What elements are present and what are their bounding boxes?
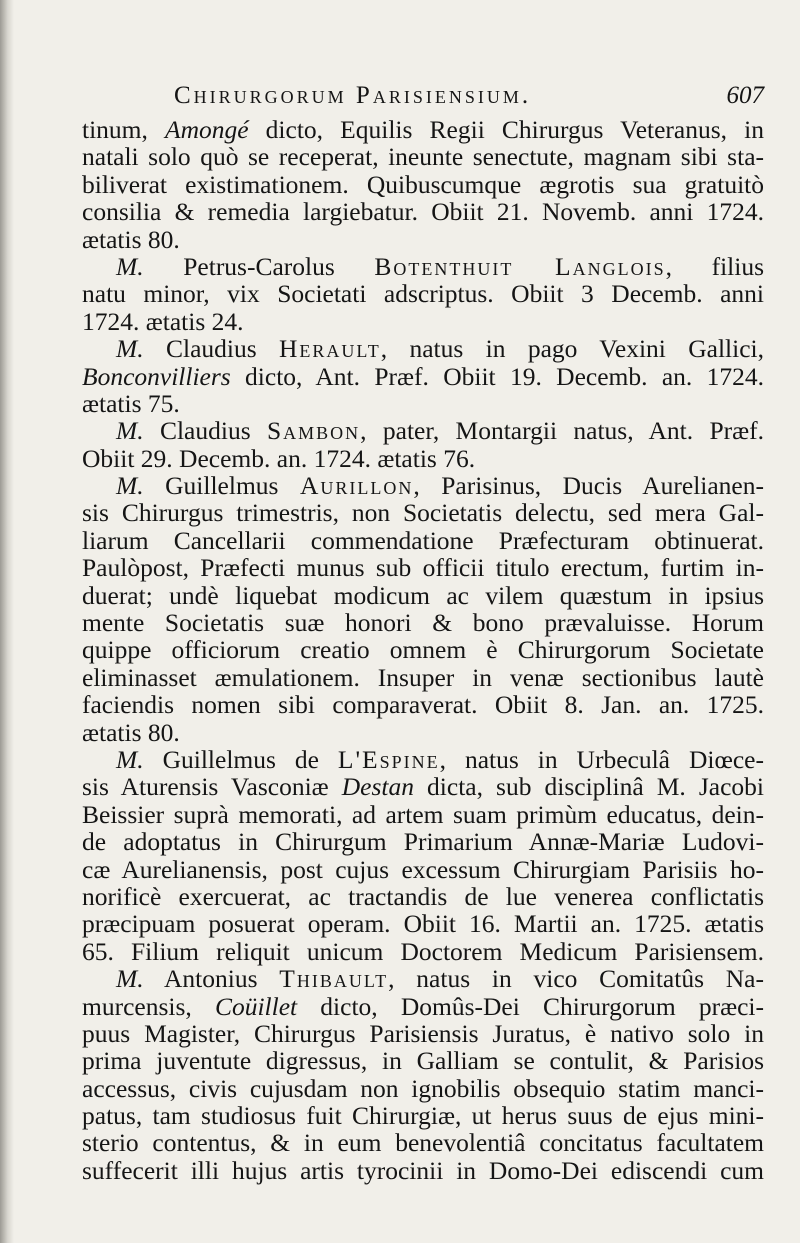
text-line — [82, 773, 764, 800]
running-header — [82, 82, 764, 116]
text-segment: Obiit 29. Decemb. an. 1724. ætatis 76. — [82, 443, 476, 473]
text-segment: consilia & remedia largiebatur. Obiit 21. Novemb. anni 1724. — [82, 197, 764, 227]
text-segment: tinum, — [82, 115, 165, 144]
text-segment: ætatis 80. — [82, 224, 180, 254]
text-segment: sterio contentus, & in eum benevolentiâ concitatus facultatem — [82, 1128, 764, 1158]
text-segment: sis Chirurgus trimestris, non Societatis delectu, sed mera Gal- — [82, 498, 764, 528]
text-line — [82, 993, 764, 1020]
text-line — [82, 499, 764, 526]
text-segment: norificè exercuerat, ac tractandis de lue venerea conflictatis — [82, 881, 764, 911]
text-line — [82, 801, 764, 828]
text-segment: ætatis 75. — [82, 388, 180, 418]
page-number: 607 — [726, 82, 764, 109]
text-segment: faciendis nomen sibi comparaverat. Obiit 8. Jan. an. 1725. — [82, 690, 764, 720]
italic-text: M. — [116, 334, 144, 364]
surname: Sambon — [266, 416, 361, 446]
text-segment: accessus, civis cujusdam non ignobilis obsequio statim manci- — [82, 1073, 764, 1103]
text-segment: Guillelmus — [143, 471, 300, 501]
text-segment: eliminasset æmulationem. Insuper in venæ sectionibus lautè — [82, 662, 764, 692]
text-segment: ætatis 80. — [82, 717, 180, 747]
text-segment: Beissier suprà memorati, ad artem suam primùm educatus, dein- — [82, 799, 764, 829]
text-line — [82, 335, 764, 362]
text-segment: , natus in pago Vexini Gallici, — [380, 334, 764, 364]
italic-text: M. — [116, 964, 144, 994]
surname: Herault — [279, 334, 381, 364]
text-segment: dicto, Equilis Regii Chirurgus Veteranus, in — [248, 115, 764, 144]
text-segment: cæ Aurelianensis, post cujus excessum Chirurgiam Parisiis ho- — [82, 854, 764, 884]
text-line — [82, 1075, 764, 1102]
text-segment: Antonius — [143, 964, 280, 994]
text-segment: 1724. ætatis 24. — [82, 306, 244, 336]
text-line — [82, 390, 764, 417]
text-line — [82, 1047, 764, 1074]
text-line — [82, 143, 764, 170]
text-line — [82, 938, 764, 965]
text-line — [82, 609, 764, 636]
italic-text: Bonconvilliers — [82, 361, 231, 391]
text-segment: biliverat existimationem. Quibuscumque ægrotis sua gratuitò — [82, 169, 764, 199]
text-segment: natali solo quò se receperat, ineunte senectute, magnam sibi sta- — [82, 142, 764, 172]
text-line — [82, 1102, 764, 1129]
text-line — [82, 1157, 764, 1184]
text-line — [82, 719, 764, 746]
text-line — [82, 910, 764, 937]
text-segment: sis Aturensis Vasconiæ — [82, 772, 342, 802]
text-line — [82, 171, 764, 198]
text-segment: Petrus-Carolus — [143, 251, 375, 281]
text-segment: puus Magister, Chirurgus Parisiensis Juratus, è nativo solo in — [82, 1018, 764, 1048]
page-text-block — [82, 82, 764, 1184]
text-segment: Paulòpost, Præfecti munus sub officii titulo erectum, furtim in- — [82, 553, 764, 583]
text-segment: Claudius — [143, 416, 267, 446]
text-line — [82, 856, 764, 883]
italic-text: M. — [116, 416, 144, 446]
text-segment: præcipuam posuerat operam. Obiit 16. Martii an. 1725. ætatis — [82, 909, 764, 939]
text-segment: dicta, sub disciplinâ M. Jacobi — [413, 772, 764, 802]
surname: Aurillon — [299, 471, 414, 501]
text-line — [82, 226, 764, 253]
text-line — [82, 691, 764, 718]
text-segment: prima juventute digressus, in Galliam se contulit, & Parisios — [82, 1046, 764, 1076]
italic-text: Coüillet — [214, 991, 298, 1021]
text-segment: mente Societatis suæ honori & bono prævaluisse. Horum — [82, 608, 764, 638]
text-line — [82, 527, 764, 554]
text-line — [82, 965, 764, 992]
text-line — [82, 554, 764, 581]
text-line — [82, 472, 764, 499]
text-segment: natu minor, vix Societati adscriptus. Obiit 3 Decemb. anni — [82, 279, 764, 309]
text-line — [82, 1020, 764, 1047]
text-line — [82, 636, 764, 663]
text-line — [82, 664, 764, 691]
page-binding-edge — [0, 0, 14, 1243]
text-line — [82, 280, 764, 307]
text-line — [82, 582, 764, 609]
italic-text: Destan — [341, 772, 414, 802]
text-segment: quippe officiorum creatio omnem è Chirurgorum Societate — [82, 635, 764, 665]
text-segment: , filius — [665, 251, 764, 281]
italic-text: M. — [116, 744, 144, 774]
text-segment: liarum Cancellarii commendatione Præfecturam obtinuerat. — [82, 525, 764, 555]
text-line — [82, 746, 764, 773]
text-line — [82, 363, 764, 390]
text-line — [82, 1129, 764, 1156]
text-line — [82, 417, 764, 444]
text-segment: dicto, Ant. Præf. Obiit 19. Decemb. an. 1724. — [230, 361, 764, 391]
running-title: Chirurgorum Parisiensium. — [174, 82, 532, 109]
text-line — [82, 828, 764, 855]
text-line — [82, 883, 764, 910]
text-line — [82, 308, 764, 335]
text-segment: dicto, Domûs-Dei Chirurgorum præci- — [297, 991, 764, 1021]
text-segment: duerat; undè liquebat modicum ac vilem quæstum in ipsius — [82, 580, 764, 610]
text-segment: de adoptatus in Chirurgum Primarium Annæ-Mariæ Ludovi- — [82, 827, 764, 857]
body-text — [82, 116, 764, 1184]
text-segment: Claudius — [143, 334, 279, 364]
surname: Botenthuit Langlois — [374, 251, 666, 281]
text-line — [82, 445, 764, 472]
text-segment: , natus in Urbeculâ Diœce- — [439, 744, 764, 774]
text-segment: suffecerit illi hujus artis tyrocinii in Domo-Dei ediscendi cum — [82, 1155, 764, 1185]
text-segment: 65. Filium reliquit unicum Doctorem Medicum Parisiensem. — [82, 936, 764, 966]
text-segment: murcensis, — [82, 991, 215, 1021]
text-line — [82, 253, 764, 280]
italic-text: Amongé — [165, 115, 249, 144]
surname: Thibault — [279, 964, 389, 994]
surname: L'Espine — [337, 744, 440, 774]
text-line — [82, 116, 764, 143]
text-segment: , natus in vico Comitatûs Na- — [388, 964, 764, 994]
italic-text: M. — [116, 471, 144, 501]
text-segment: , Parisinus, Ducis Aurelianen- — [413, 471, 764, 501]
italic-text: M. — [116, 251, 144, 281]
text-segment: patus, tam studiosus fuit Chirurgiæ, ut herus suus de ejus mini- — [82, 1101, 764, 1131]
text-segment: , pater, Montargii natus, Ant. Præf. — [360, 416, 765, 446]
text-segment: Guillelmus de — [143, 744, 338, 774]
text-line — [82, 198, 764, 225]
